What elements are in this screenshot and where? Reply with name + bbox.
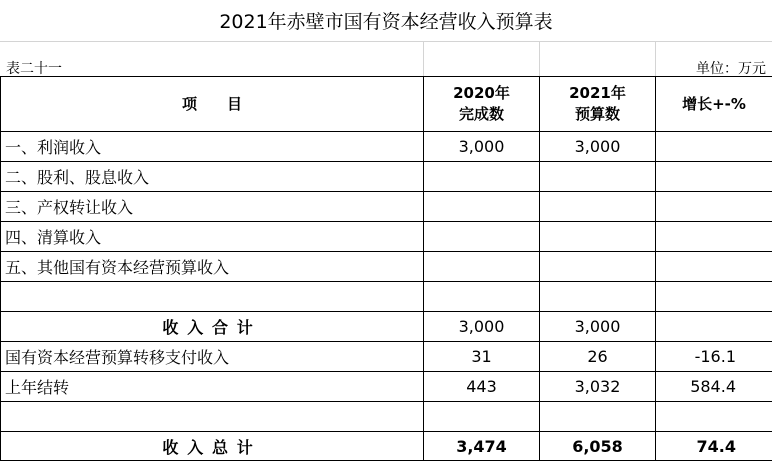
- row-2020: 3,000: [424, 132, 540, 162]
- row-growth: [656, 282, 772, 312]
- row-item: [1, 402, 424, 432]
- row-growth: [656, 252, 772, 282]
- row-item: 收入总计: [1, 432, 424, 461]
- table-row: [1, 402, 772, 432]
- header-2020-year: 2020年: [453, 84, 510, 102]
- row-2021: [540, 222, 656, 252]
- header-2021-label: 预算数: [574, 105, 620, 123]
- row-2020: [424, 162, 540, 192]
- sheet-title: 2021年赤壁市国有资本经营收入预算表: [0, 0, 772, 42]
- row-item: 四、清算收入: [1, 222, 424, 252]
- row-2020: 443: [424, 372, 540, 402]
- subtotal-row: [1, 312, 772, 342]
- gridline: [423, 41, 424, 76]
- budget-table: [0, 76, 772, 461]
- row-2020: 31: [424, 342, 540, 372]
- gridline: [655, 41, 656, 76]
- row-growth: [656, 192, 772, 222]
- gridline: [539, 41, 540, 76]
- row-growth: -16.1: [656, 342, 772, 372]
- table-row: [1, 162, 772, 192]
- row-2021: 3,000: [540, 312, 656, 342]
- row-2020: [424, 192, 540, 222]
- row-2021: 26: [540, 342, 656, 372]
- row-2021: [540, 282, 656, 312]
- row-2020: [424, 222, 540, 252]
- row-2021: [540, 162, 656, 192]
- row-2020: 3,000: [424, 312, 540, 342]
- grand-total-row: [1, 432, 772, 461]
- header-2021-year: 2021年: [569, 84, 626, 102]
- row-growth: [656, 132, 772, 162]
- row-item: 三、产权转让收入: [1, 192, 424, 222]
- table-row: [1, 282, 772, 312]
- row-growth: [656, 402, 772, 432]
- row-item: 一、利润收入: [1, 132, 424, 162]
- header-item: 项 目: [1, 77, 424, 132]
- row-growth: 584.4: [656, 372, 772, 402]
- header-row: [1, 77, 772, 132]
- row-growth: [656, 162, 772, 192]
- row-item: 五、其他国有资本经营预算收入: [1, 252, 424, 282]
- subheader-band: [0, 41, 772, 76]
- row-item: 二、股利、股息收入: [1, 162, 424, 192]
- row-item: 国有资本经营预算转移支付收入: [1, 342, 424, 372]
- table-row: [1, 252, 772, 282]
- header-2020: [424, 77, 540, 132]
- row-2021: 6,058: [540, 432, 656, 461]
- table-row: [1, 372, 772, 402]
- header-2020-label: 完成数: [458, 105, 504, 123]
- row-2021: [540, 402, 656, 432]
- row-item: 上年结转: [1, 372, 424, 402]
- row-item: [1, 282, 424, 312]
- row-growth: [656, 222, 772, 252]
- row-growth: 74.4: [656, 432, 772, 461]
- row-item: 收入合计: [1, 312, 424, 342]
- row-2021: [540, 192, 656, 222]
- table-row: [1, 222, 772, 252]
- unit-label: 单位：万元: [696, 61, 766, 77]
- row-2020: [424, 402, 540, 432]
- table-row: [1, 132, 772, 162]
- header-growth: 增长+-%: [656, 77, 772, 132]
- table-row: [1, 342, 772, 372]
- row-2021: 3,032: [540, 372, 656, 402]
- row-2020: [424, 282, 540, 312]
- row-2020: 3,474: [424, 432, 540, 461]
- row-2021: [540, 252, 656, 282]
- table-number: 表二十一: [6, 61, 62, 77]
- row-2021: 3,000: [540, 132, 656, 162]
- table-row: [1, 192, 772, 222]
- row-2020: [424, 252, 540, 282]
- header-2021: [540, 77, 656, 132]
- row-growth: [656, 312, 772, 342]
